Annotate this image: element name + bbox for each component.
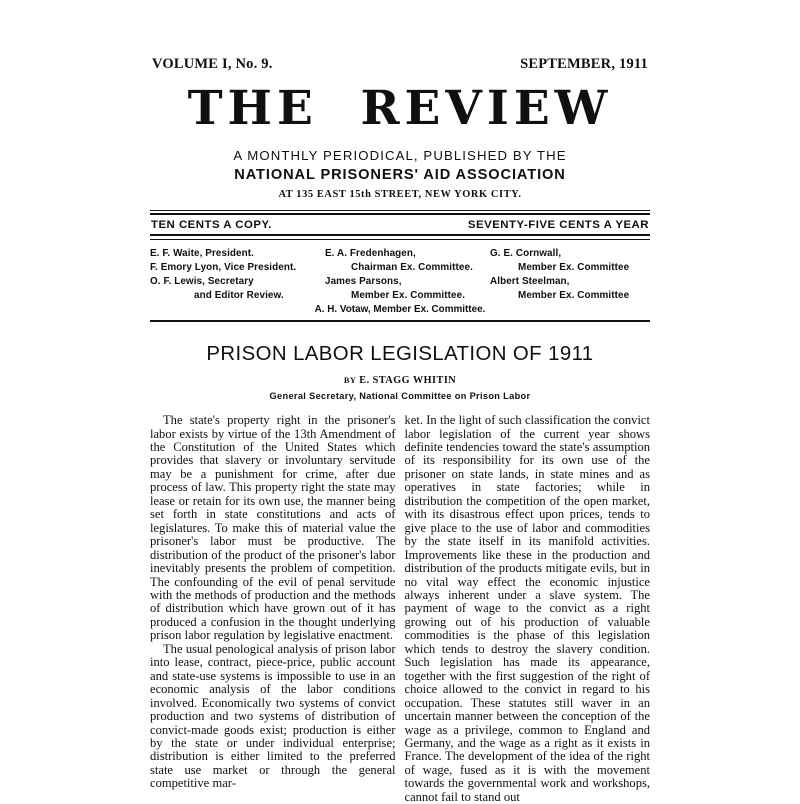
price-per-copy: TEN CENTS A COPY. (151, 218, 272, 231)
author-affiliation: General Secretary, National Committee on Prison Labor (269, 391, 531, 402)
officers-column-3 (490, 247, 650, 303)
masthead-organization: NATIONAL PRISONERS' AID ASSOCIATION (234, 166, 566, 183)
officer-entry: Albert Steelman, (490, 276, 570, 287)
volume-number: VOLUME I, No. 9. (152, 56, 273, 72)
officer-entry: James Parsons, (325, 276, 402, 287)
officer-entry: G. E. Cornwall, (490, 247, 562, 259)
price-line (150, 215, 650, 234)
article-title: PRISON LABOR LEGISLATION OF 1911 (206, 343, 594, 366)
article-body (150, 414, 650, 804)
officers-column-1 (150, 247, 325, 303)
paragraph: The usual penological analysis of prison labor into lease, contract, piece-price, public account and state-use systems is impossible to use in an economic analysis of the labor conditions involved. Economically two systems of convict production and two systems of distribution of convict-made goods exist; production is either by the state or under individual enterprise; distribution is either limited to the preferred state use market or through the general competitive mar- (150, 641, 396, 791)
officers-block (150, 240, 650, 303)
article-column-left (150, 414, 396, 804)
paragraph: The state's property right in the prisoner's labor exists by virtue of the 13th Amendment of the Constitution of the United States which provides that slavery or involuntary servitude may be a punishment for crime, after due process of law. This property right the state may lease or retain for its own use, the manner being set forth in state constitutions and acts of legislatures. To make this of material value the prisoner's labor must be productive. The distribution of the product of the prisoner's labor inevitably presents the problem of competition. The confounding of the evil of penal servitude with the methods of production and the methods of distribution which have grown out of it has produced a confusion in the thought underlying prison labor regulation by legislative enactment. (150, 413, 396, 643)
paragraph: ket. In the light of such classification the convict labor legislation of the current year shows definite tendencies toward the state's assumption of its responsibility for its own use of the prisoner on state lands, in state mines and as operatives in state factories; while in distribution the competition of the open market, with its disastrous effect upon prices, tends to give place to the use of labor and commodities by the state itself in its manifold activities. Improvements like these in the production and distribution of the products mitigate evils, but in no vital way effect the economic injustice always inherent under a slave system. The payment of wage to the convict as a right growing out of his production of valuable commodities is the phase of this legislation which tends to destroy the slavery condition. Such legislation has made its appearance, together with the first suggestion of the right of choice allowed to the convict in regard to his occupation. These statutes still waver in an uncertain manner between the conception of the wage as a privilege, common to England and Germany, and the wage as a right as it exists in France. The development of the idea of the right of wage, fused as it is with the movement towards the governmental work and workshops, cannot fail to stand out (404, 413, 650, 804)
officer-entry-last: A. H. Votaw, Member Ex. Committee. (314, 304, 486, 316)
officer-entry: E. F. Waite, President. (150, 247, 254, 259)
officer-entry: Chairman Ex. Committee. (351, 261, 473, 273)
price-per-year: SEVENTY-FIVE CENTS A YEAR (467, 218, 649, 231)
issue-date: SEPTEMBER, 1911 (520, 56, 648, 72)
officer-entry: E. A. Fredenhagen, (325, 247, 416, 259)
officer-entry: Member Ex. Committee (518, 261, 630, 273)
masthead-title: THE REVIEW (187, 81, 613, 136)
officer-entry: Member Ex. Committee (518, 290, 630, 302)
byline-prefix: BY (343, 376, 357, 386)
article-column-right (405, 414, 651, 804)
masthead-address: AT 135 EAST 15th STREET, NEW YORK CITY. (278, 188, 522, 200)
officer-entry: and Editor Review. (194, 290, 284, 302)
byline-author: E. STAGG WHITIN (359, 375, 457, 387)
masthead-subtitle-line1: A MONTHLY PERIODICAL, PUBLISHED BY THE (233, 147, 567, 163)
officers-column-2 (325, 247, 490, 303)
issue-line (150, 0, 650, 73)
officer-entry: O. F. Lewis, Secretary (150, 276, 254, 287)
officer-entry: Member Ex. Committee. (351, 290, 466, 302)
divider-below-officers (150, 320, 650, 322)
article-byline (150, 375, 650, 386)
officer-entry: F. Emory Lyon, Vice President. (150, 261, 297, 273)
